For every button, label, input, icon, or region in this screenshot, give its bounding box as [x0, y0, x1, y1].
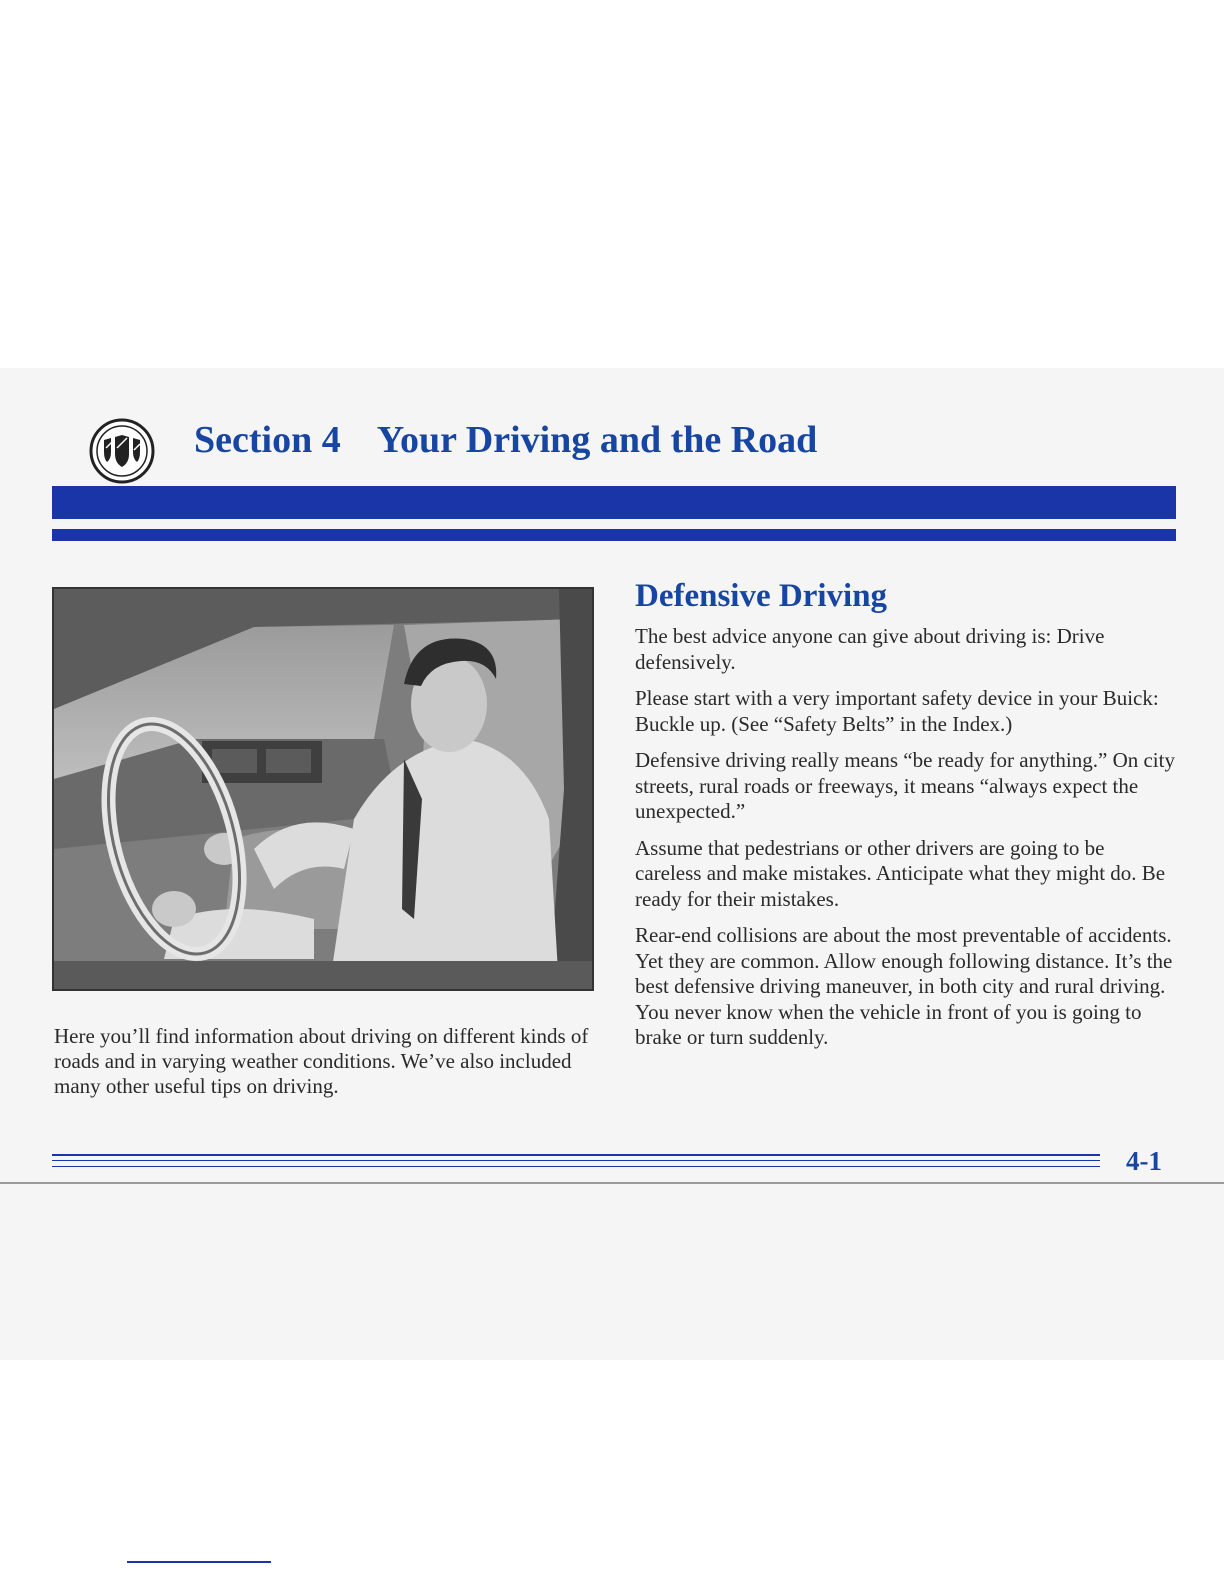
- buick-logo-icon: [89, 418, 155, 484]
- paragraph: Defensive driving really means “be ready for anything.” On city streets, rural roads or freeways, it means “always expect the unexpected.”: [635, 748, 1175, 823]
- paragraph: The best advice anyone can give about driving is: Drive defensively.: [635, 624, 1105, 674]
- driver-illustration: [52, 587, 594, 991]
- paragraph: Rear-end collisions are about the most preventable of accidents. Yet they are common. Allow enough following distance. It’s the best defensive driving maneuver, in both city and rural driving. You never know when the vehicle in front of you is going to brake or turn suddenly.: [635, 923, 1173, 1049]
- bottom-rule: [127, 1561, 271, 1563]
- header-bar-thick: [52, 486, 1176, 519]
- section-intro-caption: Here you’ll find information about driving on different kinds of roads and in varying weather conditions. We’ve also included many other useful tips on driving.: [54, 1024, 589, 1098]
- section-title-text: Your Driving and the Road: [376, 419, 818, 461]
- section-title: [194, 420, 817, 462]
- section-number: Section 4: [194, 419, 341, 461]
- footer-rule: [52, 1154, 1100, 1156]
- page-number: 4-1: [1126, 1146, 1162, 1176]
- defensive-driving-heading: Defensive Driving: [635, 578, 888, 614]
- page-edge-line: [0, 1182, 1224, 1184]
- paragraph: Please start with a very important safety device in your Buick: Buckle up. (See “Safety Belts” in the Index.): [635, 686, 1159, 736]
- footer-rule: [52, 1166, 1100, 1167]
- header-bar-thin: [52, 529, 1176, 541]
- defensive-driving-body: [635, 624, 1175, 1062]
- footer-rule: [52, 1160, 1100, 1161]
- paragraph: Assume that pedestrians or other drivers are going to be careless and make mistakes. Anticipate what they might do. Be ready for their mistakes.: [635, 835, 1166, 911]
- driver-at-steering-wheel-icon: [54, 589, 592, 989]
